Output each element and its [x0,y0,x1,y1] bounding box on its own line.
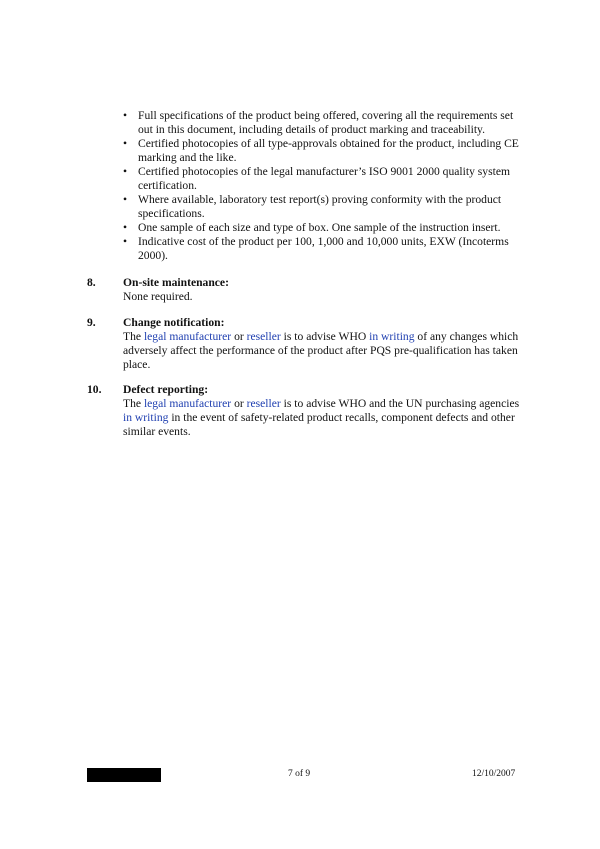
footer-date: 12/10/2007 [472,769,516,779]
legal-manufacturer-link[interactable]: legal manufacturer [143,397,232,410]
list-item-text: Where available, laboratory test report(s) proving conformity with the product specifications. [138,193,502,220]
reseller-link[interactable]: reseller [246,397,281,410]
list-item [123,165,523,193]
list-item [123,137,523,165]
list-item-text: Certified photocopies of the legal manufacturer’s ISO 9001 2000 quality system certification. [138,165,510,192]
list-item [123,221,523,235]
section-on-site-maintenance [87,276,527,304]
bullet-list [123,109,523,263]
bullet-icon: • [123,165,128,178]
section-defect-reporting [87,383,527,439]
list-item-text: Certified photocopies of all type-approvals obtained for the product, including CE marking and the like. [138,137,519,164]
text-run: is to advise WHO [280,330,370,343]
in-writing-link[interactable]: in writing [369,330,415,343]
section-text [123,397,527,439]
text-run: in the event of safety-related product recalls, component defects and other similar events. [123,411,515,438]
section-text [123,330,527,372]
reseller-link[interactable]: reseller [246,330,281,343]
redacted-block [87,768,161,782]
section-text: None required. [123,290,193,303]
list-item-text: Full specifications of the product being offered, covering all the requirements set out in this document, including details of product marking and traceability. [138,109,514,136]
legal-manufacturer-link[interactable]: legal manufacturer [143,330,232,343]
list-item-text: One sample of each size and type of box. One sample of the instruction insert. [138,221,501,234]
page-number: 7 of 9 [288,769,311,779]
bullet-icon: • [123,193,128,206]
text-run: or [231,397,247,410]
section-number: 9. [87,316,96,329]
list-item [123,193,523,221]
bullet-icon: • [123,235,128,248]
text-run: is to advise WHO and the UN purchasing agencies [280,397,520,410]
section-change-notification [87,316,527,372]
section-heading: Defect reporting: [123,383,209,396]
text-run: of any changes which adversely affect the performance of the product after PQS pre-qualification has taken place. [123,330,519,371]
text-run: The [123,397,144,410]
list-item-text: Indicative cost of the product per 100, 1,000 and 10,000 units, EXW (Incoterms 2000). [138,235,509,262]
section-number: 8. [87,276,96,289]
text-run: The [123,330,144,343]
bullet-icon: • [123,109,128,122]
bullet-icon: • [123,137,128,150]
in-writing-link[interactable]: in writing [123,411,169,424]
section-heading: On-site maintenance: [123,276,229,289]
section-number: 10. [87,383,102,396]
text-run: or [231,330,247,343]
bullet-icon: • [123,221,128,234]
list-item [123,109,523,137]
list-item [123,235,523,263]
section-heading: Change notification: [123,316,225,329]
